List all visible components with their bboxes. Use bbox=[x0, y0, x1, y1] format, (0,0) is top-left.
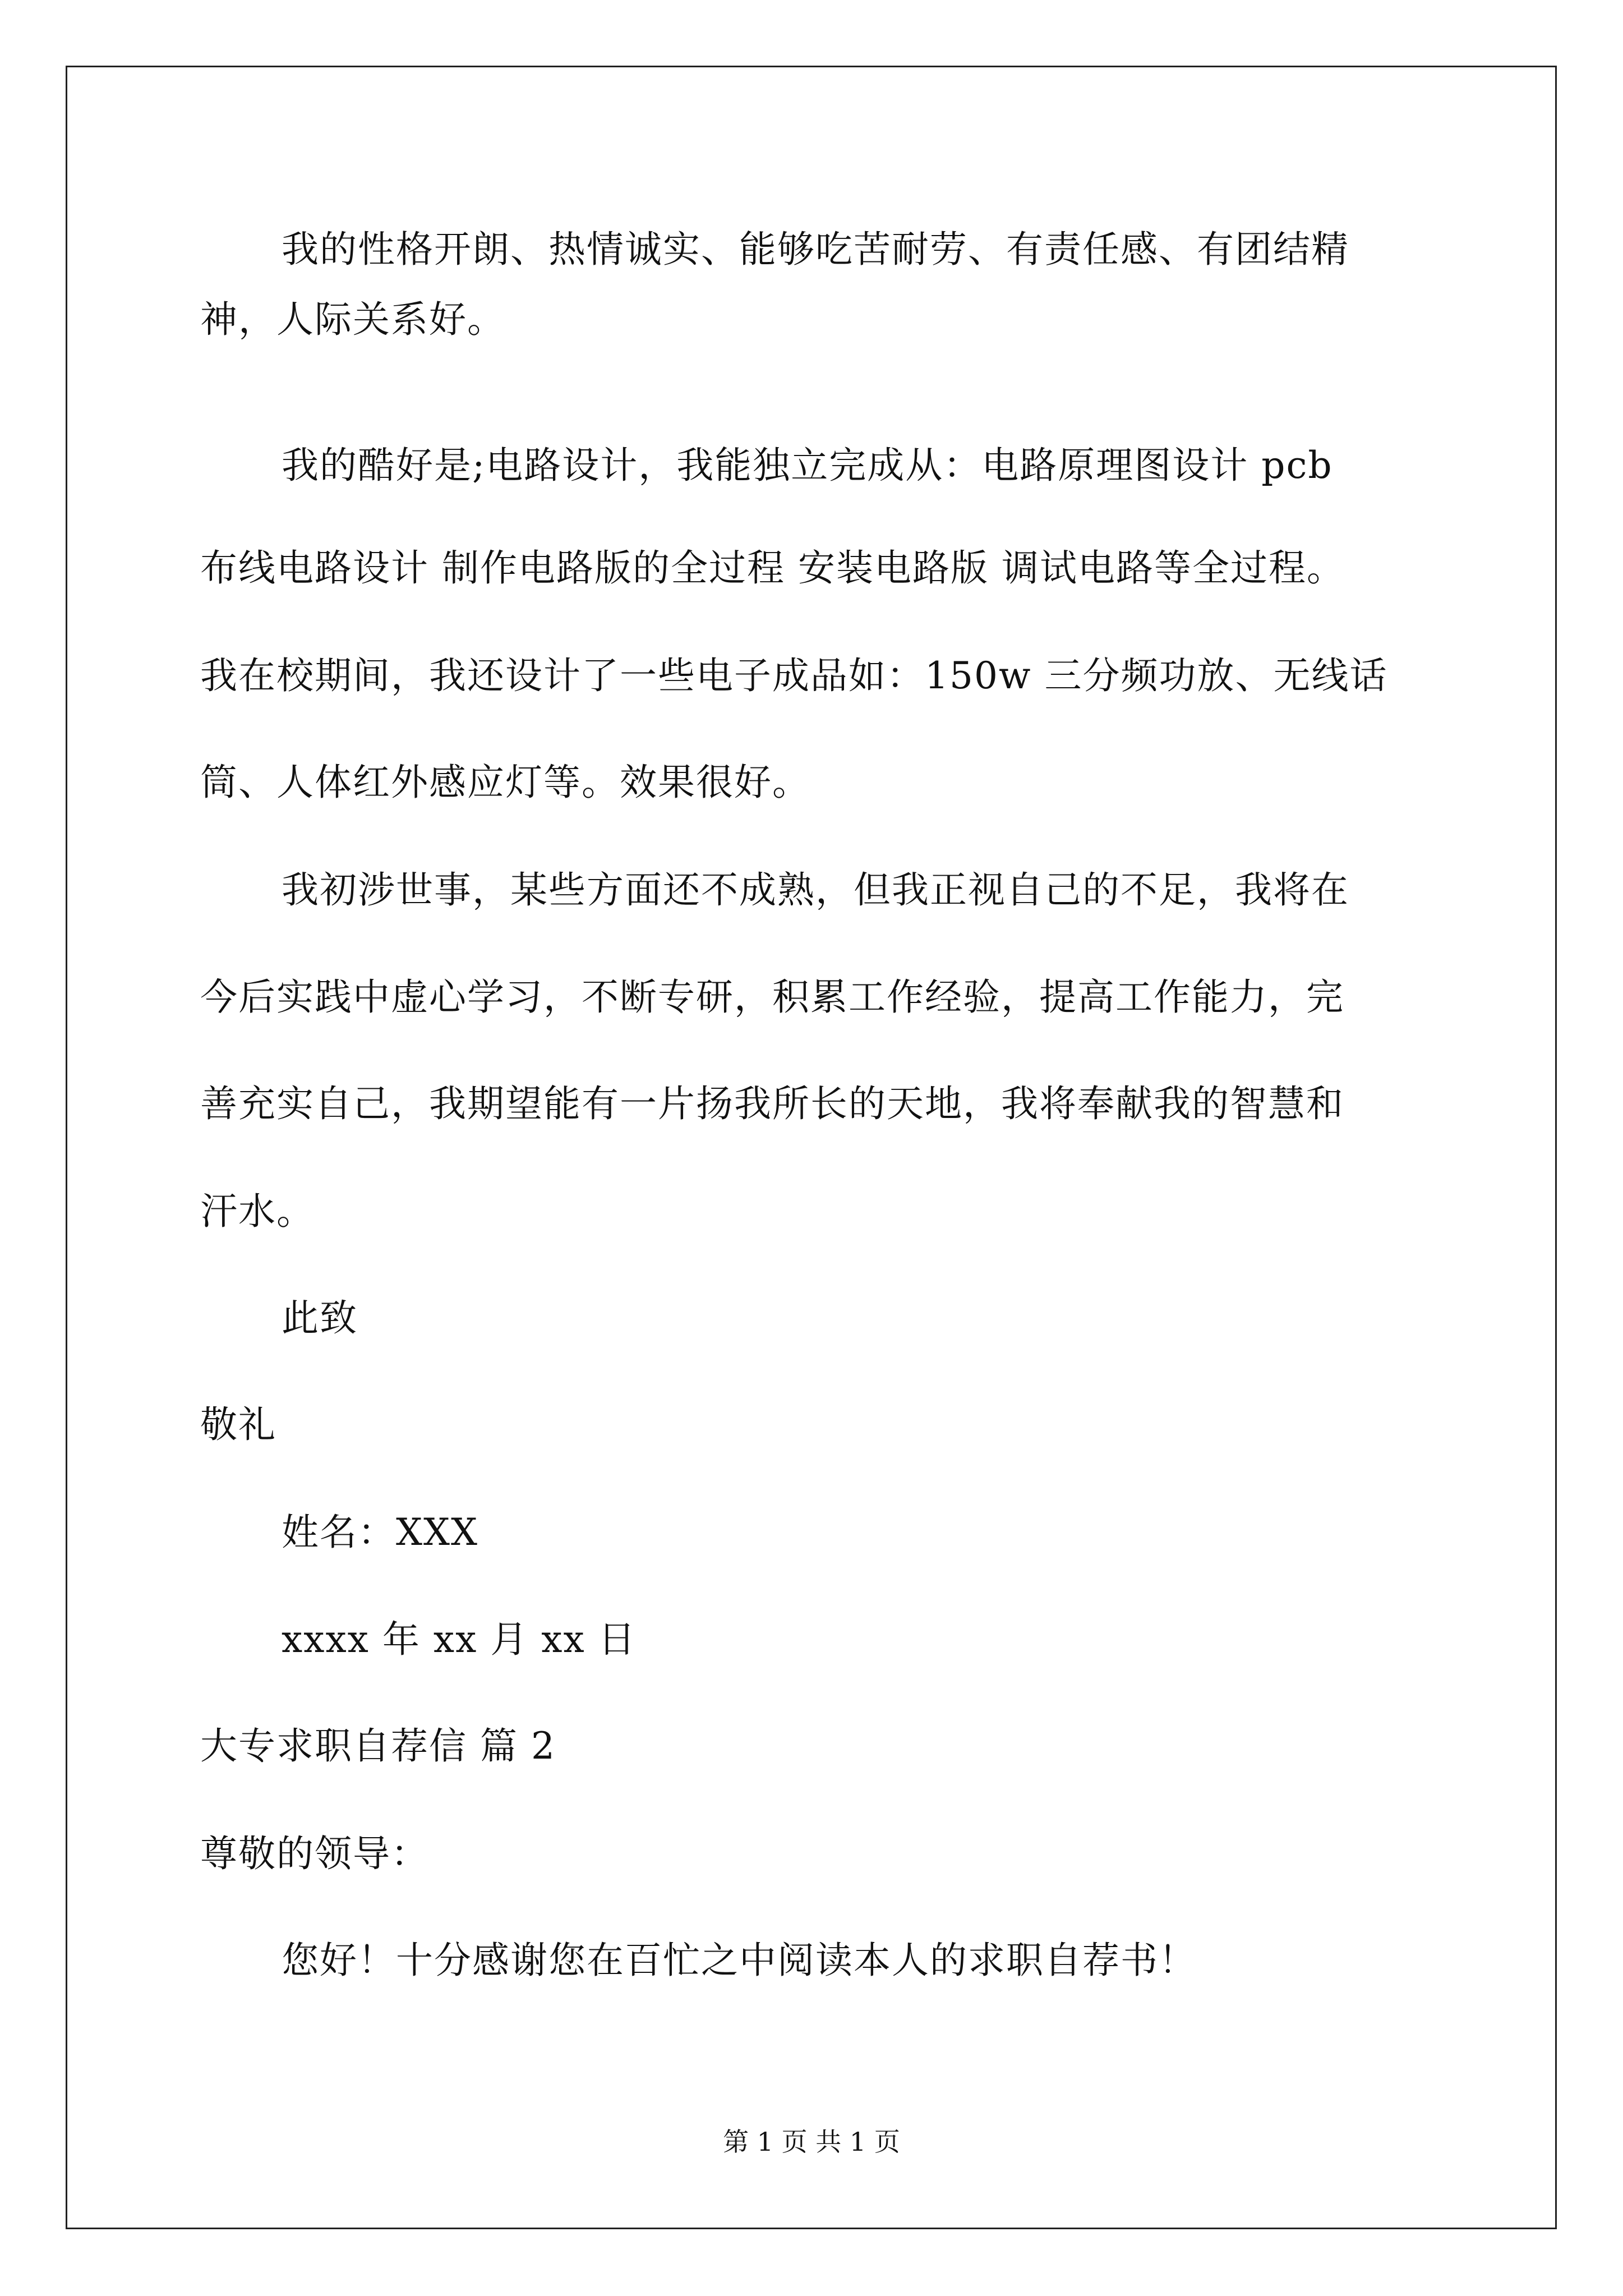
page-number-footer: 第 1 页 共 1 页 bbox=[723, 2127, 900, 2157]
signature-date: xxxx 年 xx 月 xx 日 bbox=[282, 1618, 637, 1661]
section-heading: 大专求职自荐信 篇 2 bbox=[200, 1724, 556, 1768]
paragraph-line: 我在校期间，我还设计了一些电子成品如：150w 三分频功放、无线话 bbox=[200, 654, 1388, 697]
paragraph-line: 今后实践中虚心学习，不断专研，积累工作经验，提高工作能力，完 bbox=[200, 976, 1344, 1019]
signature-name: 姓名：XXX bbox=[282, 1511, 478, 1554]
paragraph-line: 神，人际关系好。 bbox=[200, 298, 505, 341]
paragraph-line: 布线电路设计 制作电路版的全过程 安装电路版 调试电路等全过程。 bbox=[200, 546, 1345, 590]
paragraph-line: 我初涉世事，某些方面还不成熟，但我正视自己的不足，我将在 bbox=[282, 868, 1349, 912]
paragraph-line: 汗水。 bbox=[200, 1190, 315, 1233]
paragraph-line: 善充实自己，我期望能有一片扬我所长的天地，我将奉献我的智慧和 bbox=[200, 1082, 1344, 1125]
paragraph-line: 您好！十分感谢您在百忙之中阅读本人的求职自荐书！ bbox=[282, 1939, 1197, 1982]
page-border bbox=[66, 66, 1557, 2229]
paragraph-line: 我的性格开朗、热情诚实、能够吃苦耐劳、有责任感、有团结精 bbox=[282, 228, 1349, 271]
paragraph-line: 我的酷好是;电路设计，我能独立完成从：电路原理图设计 pcb bbox=[282, 444, 1333, 487]
letter-greeting: 尊敬的领导： bbox=[200, 1832, 429, 1875]
closing-salutation: 此致 bbox=[282, 1296, 358, 1340]
paragraph-line: 筒、人体红外感应灯等。效果很好。 bbox=[200, 761, 810, 804]
closing-regards: 敬礼 bbox=[200, 1403, 276, 1446]
